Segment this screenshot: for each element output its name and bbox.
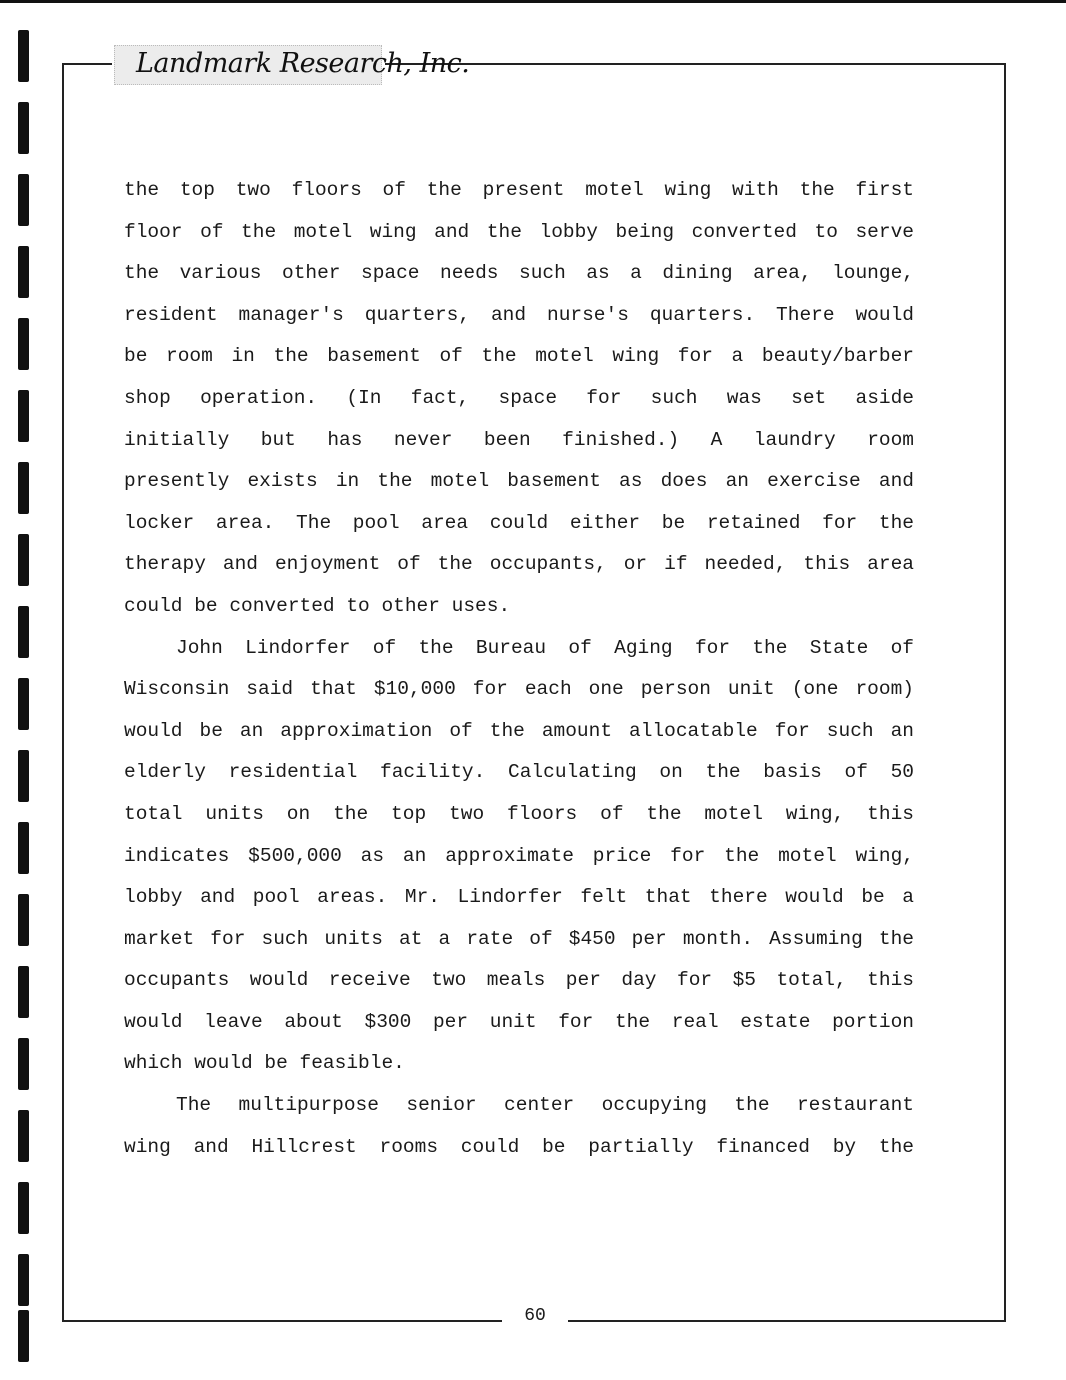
binding-hole [18,678,29,730]
text-line: shop operation. (In fact, space for such was set aside [124,386,914,409]
text-line: initially but has never been finished.) A laundry room [124,428,914,451]
binding-hole [18,318,29,370]
binding-hole [18,1110,29,1162]
text-line: locker area. The pool area could either be retained for the [124,511,914,534]
binding-hole [18,966,29,1018]
border-top-left [62,63,112,65]
text-line: John Lindorfer of the Bureau of Aging for the State of [176,636,914,659]
text-line: resident manager's quarters, and nurse's quarters. There would [124,303,914,326]
text-line: therapy and enjoyment of the occupants, or if needed, this area [124,553,914,576]
binding-hole [18,534,29,586]
binding-hole [18,174,29,226]
text-line: which would be feasible. [124,1052,405,1075]
text-line: could be converted to other uses. [124,594,511,617]
text-line: total units on the top two floors of the motel wing, this [124,802,914,825]
binding-hole [18,30,29,82]
text-line: be room in the basement of the motel wing for a beauty/barber [124,345,914,368]
border-bottom-right [568,1320,1006,1322]
text-line: would leave about $300 per unit for the real estate portion [124,1010,914,1033]
binding-hole [18,894,29,946]
border-bottom-left [62,1320,502,1322]
binding-hole [18,1310,29,1362]
binding-hole [18,462,29,514]
text-line: wing and Hillcrest rooms could be partially financed by the [124,1135,914,1158]
binding-hole [18,390,29,442]
binding-hole [18,1254,29,1306]
text-line: presently exists in the motel basement as does an exercise and [124,470,914,493]
page-top-edge [0,0,1066,3]
binding-hole [18,102,29,154]
binding-hole [18,606,29,658]
binding-hole [18,246,29,298]
text-line: the top two floors of the present motel wing with the first [124,179,914,201]
page-number: 60 [524,1306,546,1326]
border-top-right [385,63,1006,65]
text-line: The multipurpose senior center occupying the restaurant [176,1094,914,1117]
binding-hole [18,1182,29,1234]
text-line: would be an approximation of the amount allocatable for such an [124,719,914,742]
binding-hole [18,822,29,874]
text-line: Wisconsin said that $10,000 for each one person unit (one room) [124,678,914,701]
binding-hole [18,1038,29,1090]
text-line: lobby and pool areas. Mr. Lindorfer felt that there would be a [124,886,914,909]
body-text [124,170,914,1168]
text-line: indicates $500,000 as an approximate price for the motel wing, [124,844,914,867]
text-line: elderly residential facility. Calculating on the basis of 50 [124,761,914,784]
binding-hole [18,750,29,802]
text-line: the various other space needs such as a dining area, lounge, [124,262,914,285]
binding-holes [18,30,30,1350]
text-line: occupants would receive two meals per day for $5 total, this [124,969,914,992]
text-line: market for such units at a rate of $450 per month. Assuming the [124,927,914,950]
text-line: floor of the motel wing and the lobby being converted to serve [124,220,914,243]
letterhead-logo: Landmark Research, Inc. [136,48,470,79]
